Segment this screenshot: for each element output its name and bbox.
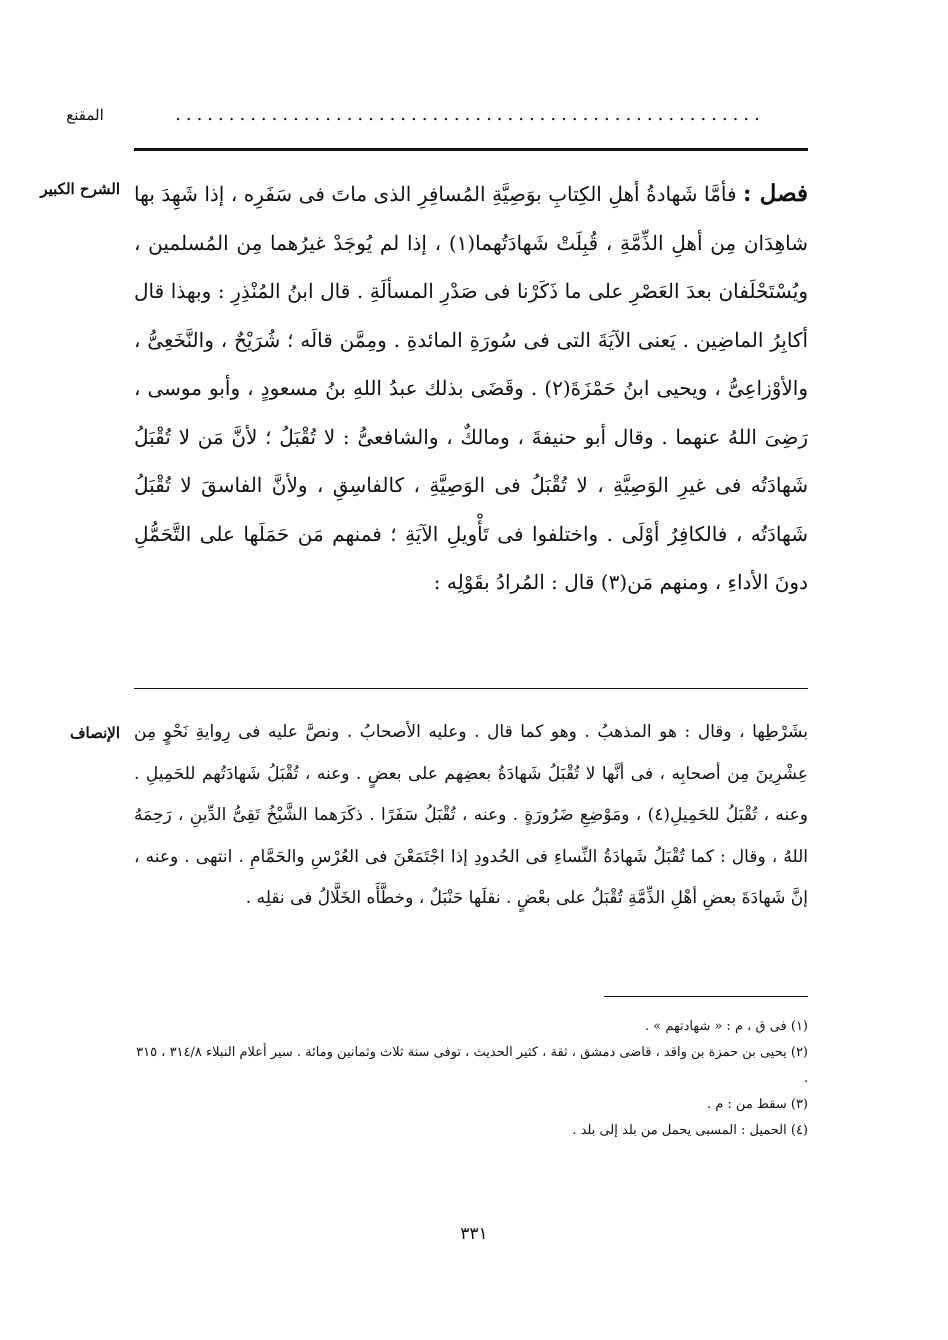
section-divider [134, 688, 808, 689]
running-header-dots: ....................................................... [175, 104, 765, 125]
footnote-item: (٤) الحميل : المسبى يحمل من بلد إلى بلد . [572, 1123, 808, 1138]
insaf-paragraph: بشَرْطِها ، وقال : هو المذهبُ . وهو كما قال . وعليه الأصحابُ . ونصَّ عليه فى رِوايةِ نَحْوٍ مِن عِشْرِينَ مِن أصحابِه ، فى أنَّها لا تُقْبَلُ شَهادَةُ بعضِهم على بعضٍ . وعنه ، تُقْبَلُ شَهادَتُهم للحَمِيلِ . وعنه ، تُقْبَلُ للحَمِيلِ(٤) ، ومَوْضِعِ ضَرُورَةٍ . وعنه ، تُقْبَلُ سَفَرًا . ذكَرَهما الشَّيْخُ تَقِىُّ الدِّينِ ، رَحِمَهُ اللهُ ، وقال : كما تُقْبَلُ شَهادَةُ النِّساءِ فى الحُدودِ إذا اجْتَمَعْنَ فى العُرْسِ والحَمَّامِ . انتهى . وعنه ، إنَّ شَهادَةَ بعضِ أهْلِ الذِّمَّةِ تُقْبَلُ على بعْضٍ . نقلَها حَنْبَلٌ ، وخطَّأَه الخَلَّالُ فى نقلِه . [134, 722, 808, 908]
section-label-insaf: الإنصاف [69, 724, 120, 742]
running-header-title: المقنع [66, 106, 104, 124]
header-rule [134, 148, 808, 151]
section-label-sharh: الشرح الكبير [40, 180, 120, 198]
footnote-item: (٣) سقط من : م . [706, 1097, 808, 1112]
footnote-rule [604, 996, 808, 997]
section-lead-word: فصل : [743, 180, 809, 207]
sharh-paragraph: فأمَّا شَهادةُ أهلِ الكِتابِ بوَصِيَّةِ المُسافِرِ الذى ماتَ فى سَفَرِه ، إذا شَهِدَ بها شاهِدَان مِن أهلِ الذِّمَّةِ ، قُبِلَتْ شَهادَتُهما(١) ، إذا لم يُوجَدْ غيرُهما مِن المُسلمين ، ويُسْتَحْلَفان بعدَ العَصْرِ على ما ذَكَرْنا فى صَدْرِ المسألَةِ . قال ابنُ المُنْذِرِ : وبهذا قال أكابِرُ الماضِين . يَعنى الآيَةَ التى فى سُورَةِ المائدةِ . ومِمَّن قالَه ؛ شُرَيْحٌ ، والنَّخَعِىُّ ، والأوْزاعِىُّ ، ويحيى ابنُ حَمْزَةَ(٢) . وقَضَى بذلك عبدُ اللهِ بنُ مسعودٍ ، وأبو موسى ، رَضِىَ اللهُ عنهما . وقال أبو حنيفةَ ، ومالكٌ ، والشافعىُّ : لا تُقْبَلُ ؛ لأنَّ مَن لا تُقْبَلُ شَهادَتُه فى غيرِ الوَصِيَّةِ ، لا تُقْبَلُ فى الوَصِيَّةِ ، كالفاسِقِ ، ولأنَّ الفاسقَ لا تُقْبَلُ شَهادَتُه ، فالكافِرُ أوْلَى . واختلفوا فى تَأْويلِ الآيَةِ ؛ فمنهم مَن حَمَلَها على التَّحَمُّلِ دونَ الأداءِ ، ومنهم مَن(٣) قال : المُرادُ بقَوْلِه : [134, 182, 809, 594]
footnotes [134, 1014, 808, 1144]
insaf-body [134, 712, 808, 920]
footnote-item: (٢) يحيى بن حمزة بن واقد ، قاضى دمشق ، ثقة ، كثير الحديث ، توفى سنة ثلاث وثمانين ومائة . سير أعلام النبلاء ٣١٤/٨ ، ٣١٥ . [136, 1045, 808, 1086]
footnote-item: (١) فى ق ، م : « شهادتهم » . [644, 1019, 808, 1034]
sharh-body [134, 170, 808, 607]
page-number: ٣٣١ [460, 1224, 488, 1244]
